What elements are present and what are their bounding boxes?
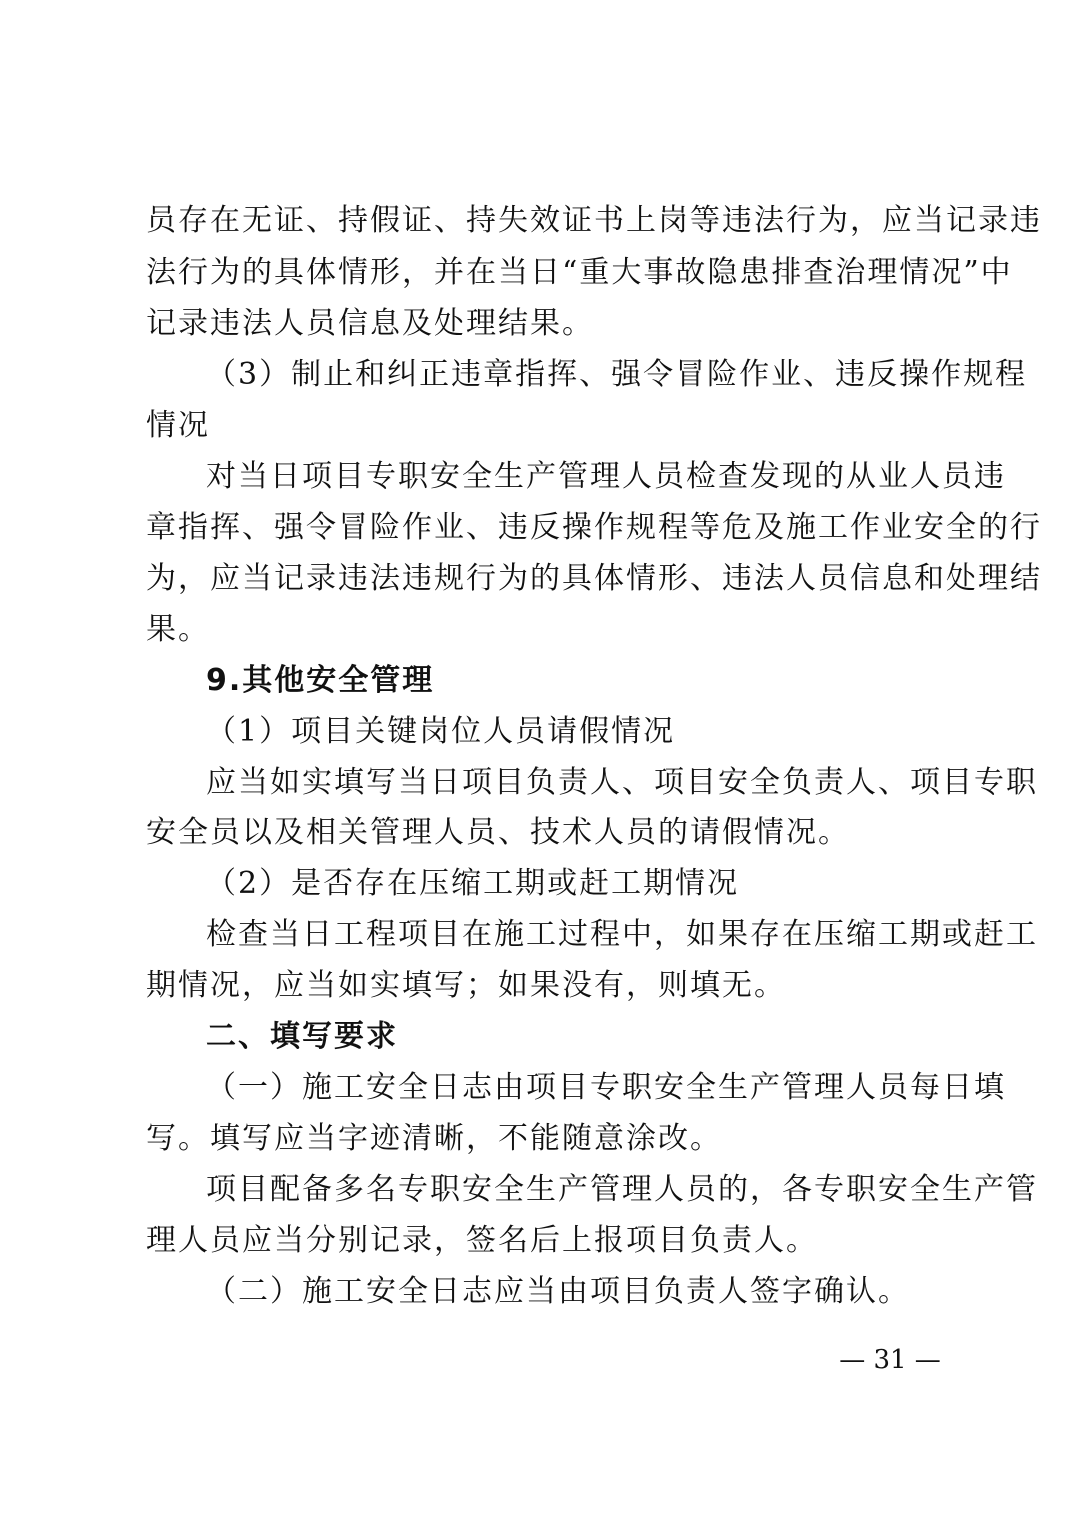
body-text-line: 果。 [146,612,210,647]
body-text-line: 法行为的具体情形，并在当日“重大事故隐患排查治理情况”中 [146,255,1013,290]
body-text-line: 期情况，应当如实填写；如果没有，则填无。 [146,968,786,1003]
page-number: — 31 — [839,1345,941,1375]
body-text-line: 章指挥、强令冒险作业、违反操作规程等危及施工作业安全的行 [146,510,1042,545]
body-text-line: 安全员以及相关管理人员、技术人员的请假情况。 [146,815,850,850]
subheading-3: （3）制止和纠正违章指挥、强令冒险作业、违反操作规程 [206,357,1028,392]
section-heading-requirements: 二、填写要求 [206,1019,398,1054]
body-text-line: 员存在无证、持假证、持失效证书上岗等违法行为，应当记录违 [146,203,1042,238]
body-text-line: 写。填写应当字迹清晰，不能随意涂改。 [146,1121,722,1156]
body-text-line: 项目配备多名专职安全生产管理人员的，各专职安全生产管 [206,1172,1038,1207]
subheading-3-cont: 情况 [146,408,210,443]
body-text-line: （一）施工安全日志由项目专职安全生产管理人员每日填 [206,1070,1006,1105]
body-text-line: 记录违法人员信息及处理结果。 [146,306,594,341]
body-text-line: 应当如实填写当日项目负责人、项目安全负责人、项目专职 [206,765,1038,800]
section-heading-9: 9.其他安全管理 [206,663,435,698]
body-text-line: 对当日项目专职安全生产管理人员检查发现的从业人员违 [206,459,1006,494]
body-text-line: （二）施工安全日志应当由项目负责人签字确认。 [206,1274,910,1309]
body-text-line: 检查当日工程项目在施工过程中，如果存在压缩工期或赶工 [206,917,1038,952]
body-text-line: 为，应当记录违法违规行为的具体情形、违法人员信息和处理结 [146,561,1042,596]
subheading-2: （2）是否存在压缩工期或赶工期情况 [206,866,740,901]
body-text-line: 理人员应当分别记录，签名后上报项目负责人。 [146,1223,818,1258]
subheading-1: （1）项目关键岗位人员请假情况 [206,714,676,749]
